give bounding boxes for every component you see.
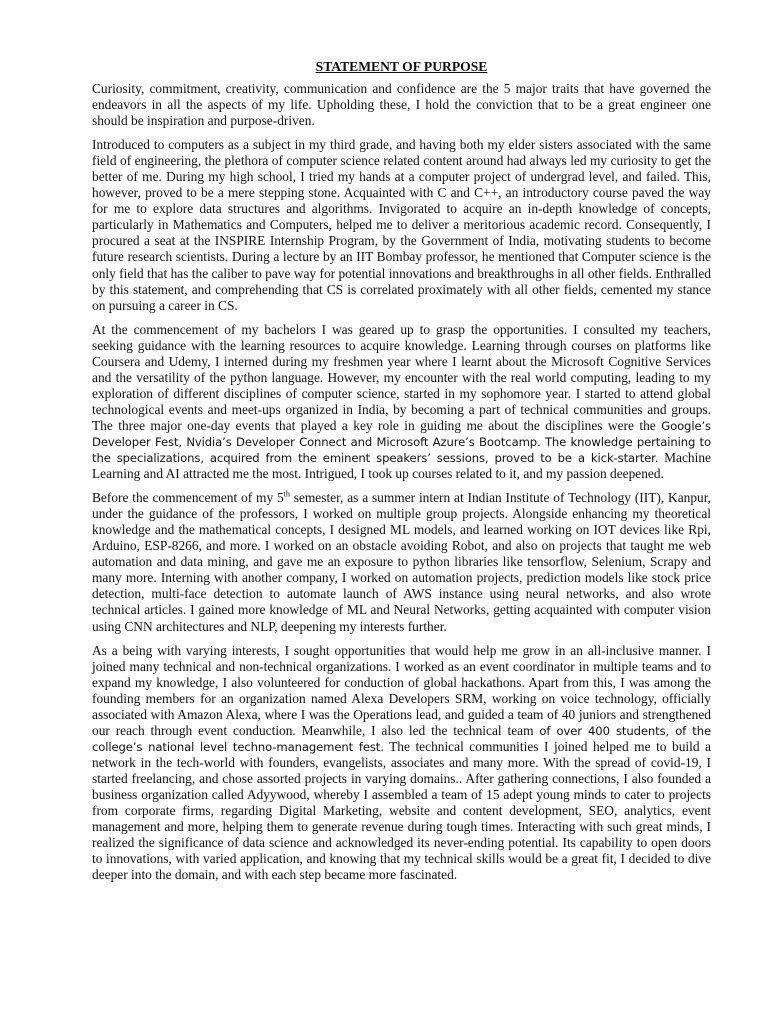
paragraph-5-text-c: The technical communities I joined helped me to build a network in the tech-world with founders, evangelists, associates and many more. With the spread of covid-19, I started freelancing, and chose assorted projects in varying domains.. After gathering connections, I also founded a business organization called Adyywood, whereby I assembled a team of 15 adept young minds to cater to projects from corporate firms, regarding Digital Marketing, website and content development, SEO, analytics, event management and more, helping them to generate revenue during tough times. Interacting with such great minds, I realized the significance of data science and acknowledged its never-ending potential. Its capability to open doors to innovations, with varied application, and knowing that my technical skills would be a great fit, I decided to dive deeper into the domain, and with each step became more fascinated. xyxy=(92,738,711,883)
paragraph-3-text-b: Google’s Developer Fest, Nvidia’s Developer Connect and Microsoft Azure’s Bootcamp. The knowledge pertaining to the specializations, acquired from the eminent speakers’ sessions, proved to be a kick-starter. xyxy=(92,418,711,466)
paragraph-1: Curiosity, commitment, creativity, communication and confidence are the 5 major traits that have governed the endeavors in all the aspects of my life. Upholding these, I hold the conviction that to be a great engineer one should be inspiration and purpose-driven. xyxy=(92,81,711,129)
paragraph-5 xyxy=(92,643,711,884)
paragraph-4 xyxy=(92,490,711,634)
paragraph-3-text-c: Machine Learning and AI attracted me the most. Intrigued, I took up courses related to it, and my passion deepened. xyxy=(92,450,711,482)
paragraph-3 xyxy=(92,322,711,482)
paragraph-4-text-a: Before the commencement of my 5 xyxy=(92,490,284,506)
document-page xyxy=(92,58,711,891)
paragraph-4-text-b: semester, as a summer intern at Indian Institute of Technology (IIT), Kanpur, under the guidance of the professors, I worked on multiple group projects. Alongside enhancing my theoretical knowledge and the mathematical concepts, I designed ML models, and learned working on IOT devices like Rpi, Arduino, ESP-8266, and more. I worked on an obstacle avoiding Robot, and also on projects that taught me web automation and data mining, and gave me an exposure to python libraries like tensorflow, Selenium, Scrapy and many more. Interning with another company, I worked on automation projects, prediction models like stock price detection, multi-face detection to automate launch of AWS instance using neural networks, and also wrote technical articles. I gained more knowledge of ML and Neural Networks, getting acquainted with computer vision using CNN architectures and NLP, deepening my interests further. xyxy=(92,490,711,634)
superscript-th: th xyxy=(283,489,290,499)
document-title: STATEMENT OF PURPOSE xyxy=(315,59,488,74)
paragraph-5-text-b: of over 400 students, of the college’s national level techno-management fest. xyxy=(92,723,711,754)
paragraph-2: Introduced to computers as a subject in my third grade, and having both my elder sisters associated with the same field of engineering, the plethora of computer science related content around had always led my curiosity to get the better of me. During my high school, I tried my hands at a computer project of undergrad level, and failed. This, however, proved to be a mere stepping stone. Acquainted with C and C++, an introductory course paved the way for me to explore data structures and algorithms. Invigorated to acquire an in-depth knowledge of concepts, particularly in Mathematics and Computers, helped me to deliver a meritorious academic record. Consequently, I procured a seat at the INSPIRE Internship Program, by the Government of India, motivating students to become future research scientists. During a lecture by an IIT Bombay professor, he mentioned that Computer science is the only field that has the caliber to pave way for potential innovations and breakthroughs in all other fields. Enthralled by this statement, and comprehending that CS is correlated proximately with all other fields, cemented my stance on pursuing a career in CS. xyxy=(92,137,711,313)
paragraph-5-text-a: As a being with varying interests, I sought opportunities that would help me grow in an all-inclusive manner. I joined many technical and non-technical organizations. I worked as an event coordinator in multiple teams and to expand my knowledge, I also volunteered for conduction of global hackathons. Apart from this, I was among the founding members for an organization named Alexa Developers SRM, working on voice technology, officially associated with Amazon Alexa, where I was the Operations lead, and guided a team of 40 juniors and strengthened our reach through event conduction. Meanwhile, I also led the technical team xyxy=(92,642,711,738)
paragraph-3-text-a: At the commencement of my bachelors I was geared up to grasp the opportunities. I consulted my teachers, seeking guidance with the learning resources to acquire knowledge. Learning through courses on platforms like Coursera and Udemy, I interned during my freshmen year where I learnt about the Microsoft Cognitive Services and the versatility of the python language. However, my encounter with the real world computing, leading to my exploration of different disciplines of computer science, started in my sophomore year. I started to attend global technological events and meet-ups organized in India, by becoming a part of technical communities and groups. The three major one-day events that played a key role in guiding me about the disciplines were the xyxy=(92,321,711,433)
